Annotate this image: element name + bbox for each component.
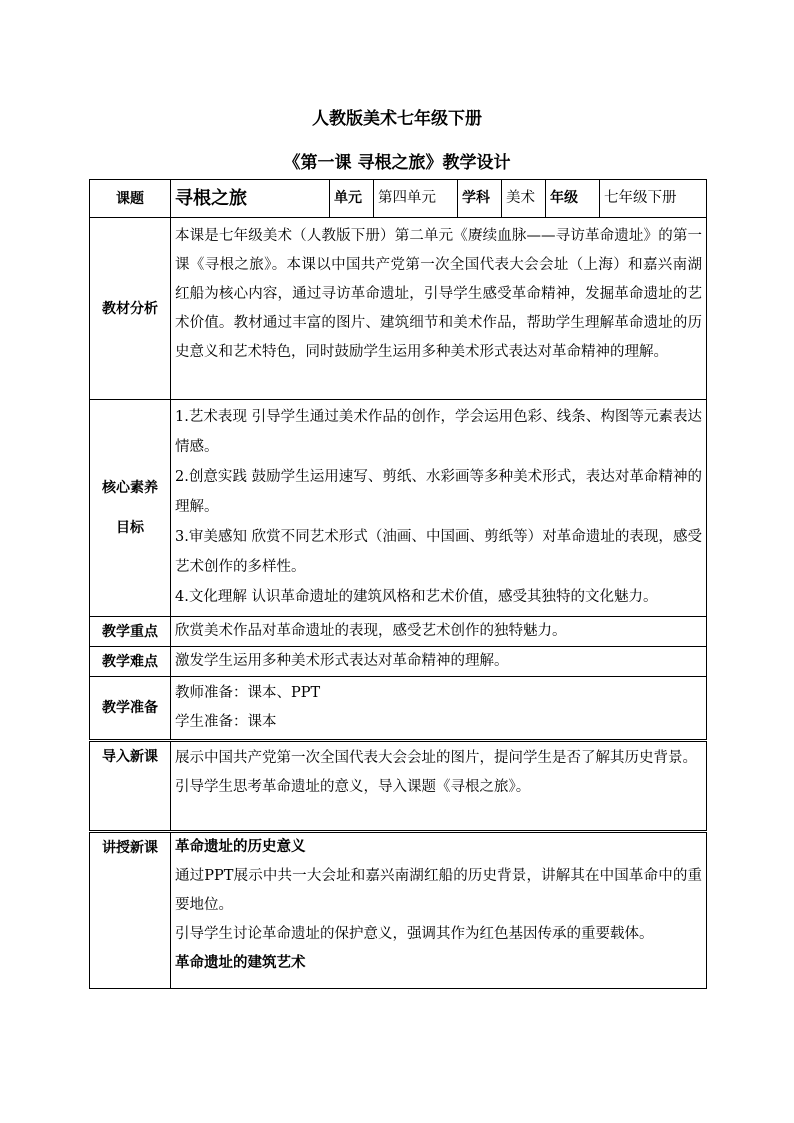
- key-point-label: 教学重点: [90, 617, 171, 647]
- unit-label: 单元: [330, 180, 374, 218]
- teacher-preparation: 教师准备：课本、PPT: [175, 685, 321, 701]
- intro-label: 导入新课: [90, 741, 171, 832]
- intro-row: [90, 741, 707, 832]
- difficulty-text: 激发学生运用多种美术形式表达对革命精神的理解。: [171, 647, 707, 677]
- difficulty-row: [90, 647, 707, 677]
- lesson-plan-table: [89, 179, 707, 989]
- core-goals-label-line1: 核心素养: [102, 480, 158, 496]
- header-row: [90, 180, 707, 218]
- core-goals-list: [171, 400, 707, 617]
- key-point-row: [90, 617, 707, 647]
- lesson-label: 讲授新课: [90, 832, 171, 989]
- preparation-label: 教学准备: [90, 677, 171, 741]
- lesson-title: 《第一课 寻根之旅》教学设计: [283, 153, 511, 173]
- key-point-text: 欣赏美术作品对革命遗址的表现，感受艺术创作的独特魅力。: [171, 617, 707, 647]
- lesson-heading: 革命遗址的历史意义: [175, 839, 306, 855]
- lesson-row: [90, 832, 707, 989]
- core-goal-item: 3.审美感知 欣赏不同艺术形式（油画、中国画、剪纸等）对革命遗址的表现，感受艺术创作的多样性。: [175, 529, 702, 575]
- core-goal-item: 4.文化理解 认识革命遗址的建筑风格和艺术价值，感受其独特的文化魅力。: [175, 589, 658, 605]
- preparation-text: [171, 677, 707, 741]
- lesson-heading: 革命遗址的建筑艺术: [175, 955, 306, 971]
- core-goals-row: [90, 400, 707, 617]
- lesson-paragraph: 通过PPT展示中共一大会址和嘉兴南湖红船的历史背景，讲解其在中国革命中的重要地位。: [175, 868, 702, 913]
- topic-value: 寻根之旅: [171, 180, 330, 218]
- subject-label: 学科: [458, 180, 502, 218]
- intro-text: [171, 741, 707, 832]
- intro-paragraph: 引导学生思考革命遗址的意义，导入课题《寻根之旅》。: [175, 779, 531, 795]
- intro-paragraph: 展示中国共产党第一次全国代表大会会址的图片，提问学生是否了解其历史背景。: [175, 750, 697, 766]
- core-goal-item: 1.艺术表现 引导学生通过美术作品的创作，学会运用色彩、线条、构图等元素表达情感。: [175, 409, 702, 455]
- textbook-analysis-text: 本课是七年级美术（人教版下册）第二单元《赓续血脉——寻访革命遗址》的第一课《寻根之旅》。本课以中国共产党第一次全国代表大会会址（上海）和嘉兴南湖红船为核心内容，通过寻访革命遗址，引导学生感受革命精神，发掘革命遗址的艺术价值。教材通过丰富的图片、建筑细节和美术作品，帮助学生理解革命遗址的历史意义和艺术特色，同时鼓励学生运用多种美术形式表达对革命精神的理解。: [171, 218, 707, 400]
- textbook-analysis-label: 教材分析: [90, 218, 171, 400]
- subject-value: 美术: [502, 180, 546, 218]
- unit-value: 第四单元: [374, 180, 458, 218]
- topic-label: 课题: [90, 180, 171, 218]
- document-title: 人教版美术七年级下册: [312, 109, 482, 129]
- core-goals-label-line2: 目标: [116, 520, 144, 536]
- core-goals-label: [90, 400, 171, 617]
- difficulty-label: 教学难点: [90, 647, 171, 677]
- grade-value: 七年级下册: [600, 180, 707, 218]
- student-preparation: 学生准备：课本: [175, 714, 277, 730]
- core-goal-item: 2.创意实践 鼓励学生运用速写、剪纸、水彩画等多种美术形式，表达对革命精神的理解。: [175, 469, 702, 515]
- grade-label: 年级: [546, 180, 600, 218]
- lesson-paragraph: 引导学生讨论革命遗址的保护意义，强调其作为红色基因传承的重要载体。: [175, 926, 654, 942]
- preparation-row: [90, 677, 707, 741]
- lesson-text: [171, 832, 707, 989]
- textbook-analysis-row: [90, 218, 707, 400]
